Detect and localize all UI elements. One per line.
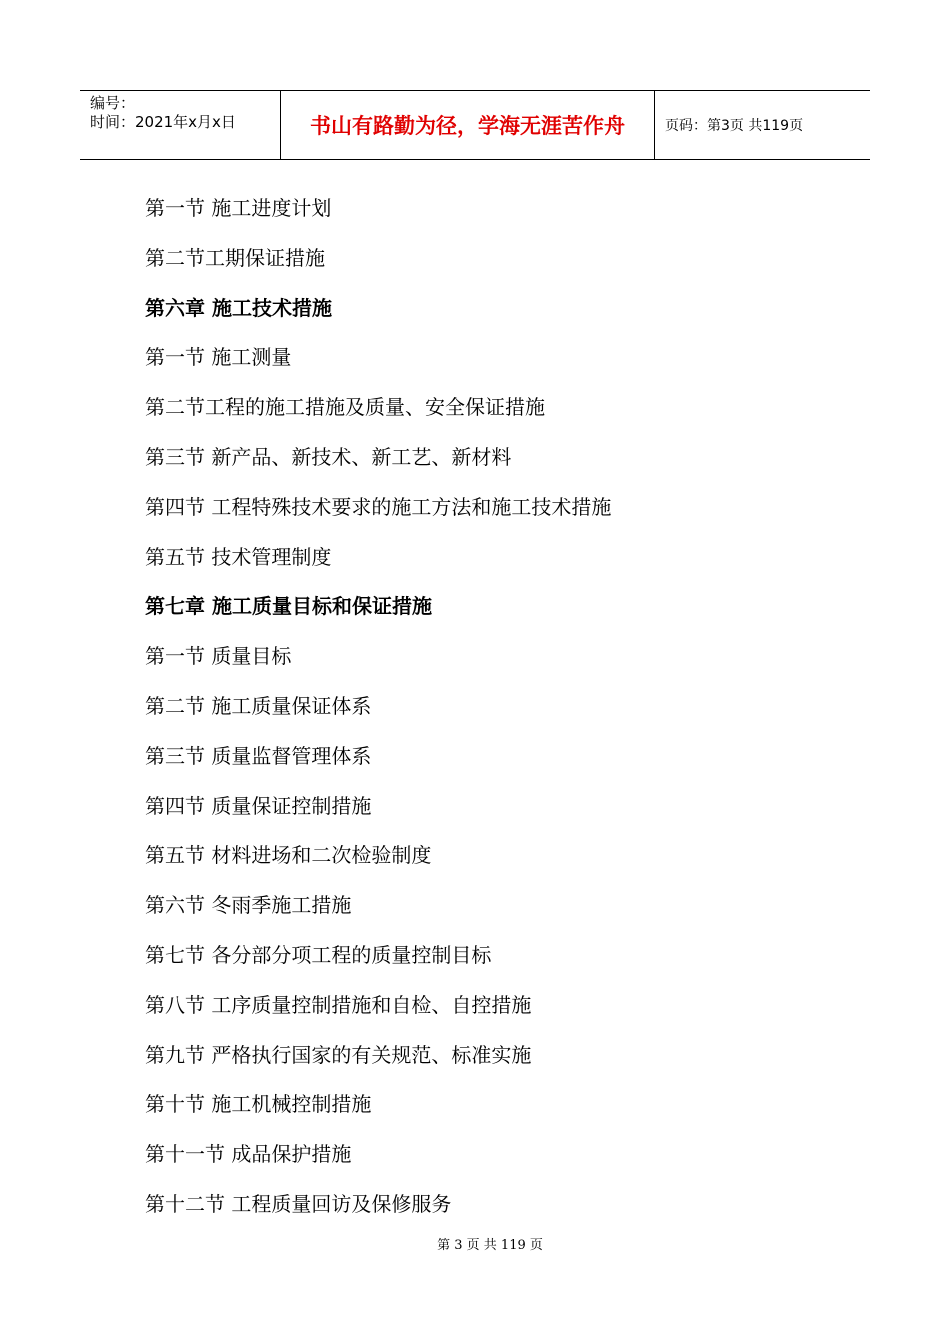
- document-number-label: 编号：: [90, 94, 136, 112]
- toc-section-item: 第七节 各分部分项工程的质量控制目标: [145, 942, 492, 967]
- toc-section-item: 第五节 技术管理制度: [145, 544, 332, 569]
- toc-section-item: 第九节 严格执行国家的有关规范、标准实施: [145, 1042, 532, 1067]
- header-motto: 书山有路勤为径，学海无涯苦作舟: [281, 91, 655, 159]
- toc-chapter-heading: 第六章 施工技术措施: [145, 295, 332, 320]
- page-header: [80, 90, 870, 160]
- toc-section-item: 第五节 材料进场和二次检验制度: [145, 843, 432, 868]
- toc-section-item: 第三节 新产品、新技术、新工艺、新材料: [145, 444, 512, 469]
- toc-section-item: 第二节工期保证措施: [145, 245, 325, 270]
- table-of-contents: [145, 184, 845, 1230]
- toc-section-item: 第十二节 工程质量回访及保修服务: [145, 1191, 452, 1216]
- header-page-info: 页码：第3页 共119页: [665, 118, 804, 134]
- page-footer: 第 3 页 共 119 页: [437, 1238, 543, 1253]
- toc-section-item: 第六节 冬雨季施工措施: [145, 893, 352, 918]
- toc-section-item: 第一节 质量目标: [145, 644, 292, 669]
- toc-section-item: 第三节 质量监督管理体系: [145, 743, 372, 768]
- toc-section-item: 第十节 施工机械控制措施: [145, 1092, 372, 1117]
- header-meta: [80, 91, 281, 159]
- toc-section-item: 第二节工程的施工措施及质量、安全保证措施: [145, 395, 545, 420]
- toc-section-item: 第四节 质量保证控制措施: [145, 793, 372, 818]
- toc-section-item: 第二节 施工质量保证体系: [145, 693, 372, 718]
- document-time-label: 时间：2021年x月x日: [90, 113, 236, 131]
- toc-section-item: 第四节 工程特殊技术要求的施工方法和施工技术措施: [145, 494, 612, 519]
- toc-section-item: 第一节 施工测量: [145, 345, 292, 370]
- toc-section-item: 第十一节 成品保护措施: [145, 1142, 352, 1167]
- toc-section-item: 第八节 工序质量控制措施和自检、自控措施: [145, 992, 532, 1017]
- toc-section-item: 第一节 施工进度计划: [145, 196, 332, 220]
- toc-chapter-heading: 第七章 施工质量目标和保证措施: [145, 594, 432, 619]
